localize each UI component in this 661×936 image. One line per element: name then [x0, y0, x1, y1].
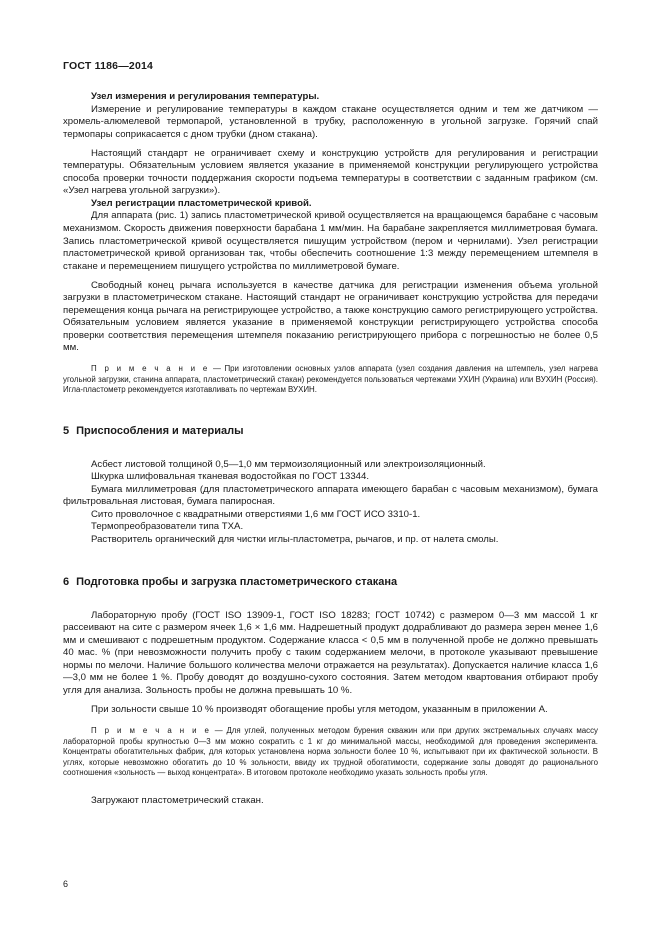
note-body: — При изготовлении основных узлов аппарата (узел создания давления на штемпель, узел нагрева угольной загрузки, станина аппарата, пластометрический стакан) рекомендуется пользоваться чертежами УХИН (Украина) или ВУХИН (Россия). Игла-пластометр рекомендуется изготавливать по чертежам ВУХИН. [63, 363, 598, 395]
list-item: Растворитель органический для чистки иглы-пластометра, рычагов, и пр. от налета смолы. [91, 534, 499, 545]
running-head: ГОСТ 1186—2014 [63, 60, 154, 72]
paragraph-temperature-measurement: Измерение и регулирование температуры в каждом стакане осуществляется одним и тем же датчиком — хромель-алюмелевой термопарой, установленной в трубку, расположенную в угольной загрузке. Горячий спай термопары соприкасается с дном трубки (дном стакана). [63, 103, 598, 140]
paragraph-load-cup: Загружают пластометрический стакан. [91, 794, 264, 806]
note-body: — Для углей, полученных методом бурения скважин или при других экстремальных случаях массу лабораторной пробы крупностью 0—3 мм можно сократить с 1 кг до минимальной массы, необходимой для проведения эксперимента. Концентраты обогатительных фабрик, для которых установлена норма зольности более 10 %, испытывают при их фактической зольности. В углях, которые невозможно обогатить до 10 % зольности, ввиду их трудной обогатимости, содержание золы доводят до рационального соотношения «зольность — выход концентрата». В итоговом протоколе необходимо указать зольность пробы угля. [63, 725, 598, 778]
list-item: Сито проволочное с квадратными отверстиями 1,6 мм ГОСТ ИСО 3310-1. [91, 508, 421, 520]
paragraph-curve-apparatus: Для аппарата (рис. 1) запись пластометрической кривой осуществляется на вращающемся барабане с часовым механизмом. Скорость движения поверхности барабана 1 мм/мин. На барабане закрепляется миллиметровая бумага. Запись пластометрической кривой осуществляется пишущим устройством (пером и чернилами). Узел регистрации пластометрической кривой организован так, чтобы обеспечить соотношение 1:3 между перемещением штемпеля в стакане и перемещением пишущего устройства по миллиметровой бумаге. [63, 210, 598, 272]
section-heading-5 [63, 424, 598, 438]
paragraph-ash-enrichment: При зольности свыше 10 % производят обогащение пробы угля методом, указанным в приложении А. [91, 704, 548, 716]
list-item: Шкурка шлифовальная тканевая водостойкая по ГОСТ 13344. [91, 471, 370, 483]
list-item: Асбест листовой толщиной 0,5—1,0 мм термоизоляционный или электроизоляционный. [91, 458, 486, 470]
paragraph-sample-preparation: Лабораторную пробу (ГОСТ ISO 13909-1, ГОСТ ISO 18283; ГОСТ 10742) с размером 0—3 мм массой 1 кг рассеивают на сите с размером ячеек 1,6 × 1,6 мм. Надрешетный продукт додрабливают до размера зерен менее 1,6 мм и смешивают с подрешетным продуктом. Содержание класса < 0,5 мм в полученной пробе не должно превышать 40 мас. % (при невозможности получить пробу с таким содержанием мелочи, в протоколе указывают превышение нормы по мелочи. Наличие большого количества мелочи отражается на результатах). Допускается наличие класса 1,6—3,0 мм не более 1 %. Пробу доводят до воздушно-сухого состояния. Затем методом квартования отбирают пробу угля для анализа. Зольность пробы не должна превышать 10 %. [63, 609, 598, 696]
note-label: П р и м е ч а н и е [91, 725, 211, 735]
section-6-title: Подготовка пробы и загрузка пластометрического стакана [76, 575, 398, 588]
note-drilled-coal-samples [63, 726, 598, 779]
lead-temperature-unit: Узел измерения и регулирования температуры. [91, 91, 320, 102]
section-heading-6 [63, 575, 598, 589]
list-item: Бумага миллиметровая (для пластометрического аппарата имеющего барабан с часовым механизмом), бумага фильтровальная листовая, бумага папиросная. [63, 483, 598, 508]
note-apparatus-drawings [63, 364, 598, 396]
section-5-number: 5 [63, 424, 70, 437]
page-number: 6 [63, 879, 69, 889]
section-5-title: Приспособления и материалы [76, 424, 244, 437]
page-content [63, 0, 598, 807]
list-item: Термопреобразователи типа ТХА. [91, 521, 244, 533]
lead-curve-registration-unit: Узел регистрации пластометрической кривой. [91, 197, 312, 209]
paragraph-temperature-standard: Настоящий стандарт не ограничивает схему и конструкцию устройств для регулирования и регистрации температуры. Обязательным условием является указание в применяемой конструкции регулирующего устройства способа проверки точности поддержания скорости подъема температуры в соответствии с заданным графиком (см. «Узел нагрева угольной загрузки»). [63, 147, 598, 197]
note-label: П р и м е ч а н и е [91, 363, 210, 373]
section-6-number: 6 [63, 575, 70, 588]
paragraph-curve-lever: Свободный конец рычага используется в качестве датчика для регистрации изменения объема угольной загрузки в пластометрическом стакане. Настоящий стандарт не ограничивает конструкцию устройства для передачи перемещения конца рычага на регистрирующее устройство, а также конструкцию самого регистрирующего устройства. Обязательным условием является указание в применяемой конструкции регистрирующего устройства способа проверки соответствия перемещения штемпеля показанию регистрирующего прибора с погрешностью не более 0,5 мм. [63, 279, 598, 354]
